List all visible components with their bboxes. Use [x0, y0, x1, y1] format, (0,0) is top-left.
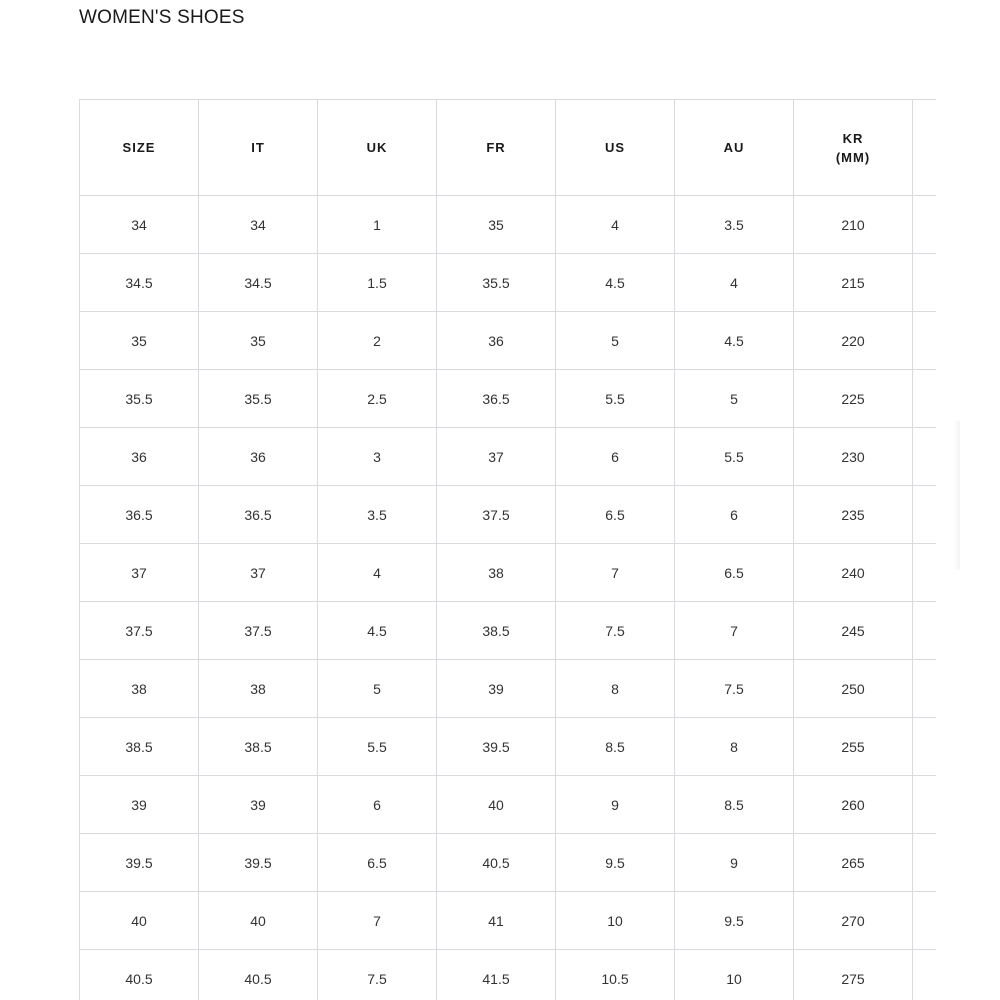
table-cell [913, 950, 937, 1000]
table-cell: 39 [199, 776, 318, 834]
table-cell [913, 254, 937, 312]
table-cell: 215 [794, 254, 913, 312]
table-cell: 4.5 [675, 312, 794, 370]
table-cell: 5.5 [675, 428, 794, 486]
table-cell [913, 718, 937, 776]
table-cell: 38 [199, 660, 318, 718]
size-table-scroll-area[interactable] [79, 99, 936, 1000]
table-cell: 3.5 [675, 196, 794, 254]
table-cell: 34.5 [199, 254, 318, 312]
table-cell [913, 544, 937, 602]
table-cell: 38 [437, 544, 556, 602]
table-cell: 36 [80, 428, 199, 486]
table-cell: 7.5 [318, 950, 437, 1000]
table-cell: 4.5 [318, 602, 437, 660]
table-cell: 2.5 [318, 370, 437, 428]
table-cell: 39 [437, 660, 556, 718]
table-cell: 39.5 [199, 834, 318, 892]
table-cell: 41.5 [437, 950, 556, 1000]
table-cell [913, 660, 937, 718]
table-cell: 265 [794, 834, 913, 892]
table-cell: 6 [556, 428, 675, 486]
table-cell: 35 [437, 196, 556, 254]
table-cell: 9.5 [556, 834, 675, 892]
table-cell: 41 [437, 892, 556, 950]
table-cell [913, 196, 937, 254]
table-row [80, 950, 937, 1000]
table-cell: 36 [199, 428, 318, 486]
table-cell: 7 [556, 544, 675, 602]
table-cell: 6.5 [556, 486, 675, 544]
page-title: WOMEN'S SHOES [79, 7, 245, 28]
table-cell: 39.5 [80, 834, 199, 892]
table-cell: 255 [794, 718, 913, 776]
table-cell: 3 [318, 428, 437, 486]
table-cell: 40.5 [80, 950, 199, 1000]
table-cell: 36 [437, 312, 556, 370]
table-cell [913, 602, 937, 660]
table-cell: 250 [794, 660, 913, 718]
column-header [913, 100, 937, 196]
table-cell: 36.5 [199, 486, 318, 544]
table-cell: 37 [199, 544, 318, 602]
table-cell: 4 [675, 254, 794, 312]
table-cell: 35.5 [80, 370, 199, 428]
table-cell: 7.5 [556, 602, 675, 660]
table-cell: 270 [794, 892, 913, 950]
table-cell [913, 312, 937, 370]
table-cell: 36.5 [437, 370, 556, 428]
table-cell: 37 [437, 428, 556, 486]
table-cell: 230 [794, 428, 913, 486]
table-row [80, 428, 937, 486]
table-cell: 40.5 [437, 834, 556, 892]
table-cell: 4 [556, 196, 675, 254]
table-cell: 7 [318, 892, 437, 950]
table-cell: 240 [794, 544, 913, 602]
table-cell: 1.5 [318, 254, 437, 312]
table-row [80, 544, 937, 602]
table-cell: 245 [794, 602, 913, 660]
table-cell: 34 [199, 196, 318, 254]
table-cell: 9.5 [675, 892, 794, 950]
table-row [80, 660, 937, 718]
table-cell: 38 [80, 660, 199, 718]
table-cell: 37.5 [80, 602, 199, 660]
table-cell [913, 486, 937, 544]
column-header: FR [437, 100, 556, 196]
table-cell: 40.5 [199, 950, 318, 1000]
table-cell: 34.5 [80, 254, 199, 312]
table-cell: 38.5 [437, 602, 556, 660]
table-cell: 35 [199, 312, 318, 370]
table-cell: 35.5 [199, 370, 318, 428]
table-row [80, 718, 937, 776]
table-cell: 220 [794, 312, 913, 370]
table-cell: 5 [318, 660, 437, 718]
table-cell: 5.5 [318, 718, 437, 776]
table-cell [913, 892, 937, 950]
table-cell: 37.5 [199, 602, 318, 660]
column-header: AU [675, 100, 794, 196]
size-chart-table [79, 99, 936, 1000]
table-row [80, 834, 937, 892]
table-row [80, 312, 937, 370]
table-cell: 6.5 [675, 544, 794, 602]
table-cell [913, 370, 937, 428]
table-cell: 1 [318, 196, 437, 254]
table-row [80, 892, 937, 950]
table-cell: 8.5 [675, 776, 794, 834]
table-cell: 10.5 [556, 950, 675, 1000]
table-cell: 40 [199, 892, 318, 950]
table-cell: 6 [675, 486, 794, 544]
table-cell: 225 [794, 370, 913, 428]
table-cell: 7.5 [675, 660, 794, 718]
table-cell: 37.5 [437, 486, 556, 544]
table-cell: 35 [80, 312, 199, 370]
table-header-row [80, 100, 937, 196]
table-cell: 37 [80, 544, 199, 602]
table-cell: 35.5 [437, 254, 556, 312]
table-cell: 8 [675, 718, 794, 776]
table-cell: 9 [675, 834, 794, 892]
table-cell: 38.5 [80, 718, 199, 776]
table-cell: 5.5 [556, 370, 675, 428]
table-cell [913, 776, 937, 834]
table-cell: 6.5 [318, 834, 437, 892]
table-cell: 4.5 [556, 254, 675, 312]
table-cell: 40 [437, 776, 556, 834]
table-cell: 3.5 [318, 486, 437, 544]
table-row [80, 486, 937, 544]
table-cell: 9 [556, 776, 675, 834]
table-cell: 39 [80, 776, 199, 834]
table-row [80, 196, 937, 254]
column-header: SIZE [80, 100, 199, 196]
table-cell: 2 [318, 312, 437, 370]
table-cell [913, 834, 937, 892]
table-cell: 5 [556, 312, 675, 370]
table-row [80, 370, 937, 428]
table-cell: 40 [80, 892, 199, 950]
table-row [80, 776, 937, 834]
column-header: US [556, 100, 675, 196]
table-cell: 39.5 [437, 718, 556, 776]
scroll-edge-shadow [954, 420, 960, 570]
table-cell: 38.5 [199, 718, 318, 776]
table-cell: 210 [794, 196, 913, 254]
table-cell: 8.5 [556, 718, 675, 776]
table-cell: 5 [675, 370, 794, 428]
table-body [80, 196, 937, 1000]
table-cell: 235 [794, 486, 913, 544]
column-header: IT [199, 100, 318, 196]
table-cell: 10 [675, 950, 794, 1000]
table-cell: 6 [318, 776, 437, 834]
column-header: KR (MM) [794, 100, 913, 196]
table-cell: 275 [794, 950, 913, 1000]
table-row [80, 254, 937, 312]
table-row [80, 602, 937, 660]
table-cell: 36.5 [80, 486, 199, 544]
table-cell: 8 [556, 660, 675, 718]
table-cell: 7 [675, 602, 794, 660]
table-cell [913, 428, 937, 486]
column-header: UK [318, 100, 437, 196]
table-cell: 34 [80, 196, 199, 254]
table-cell: 10 [556, 892, 675, 950]
table-cell: 260 [794, 776, 913, 834]
table-cell: 4 [318, 544, 437, 602]
